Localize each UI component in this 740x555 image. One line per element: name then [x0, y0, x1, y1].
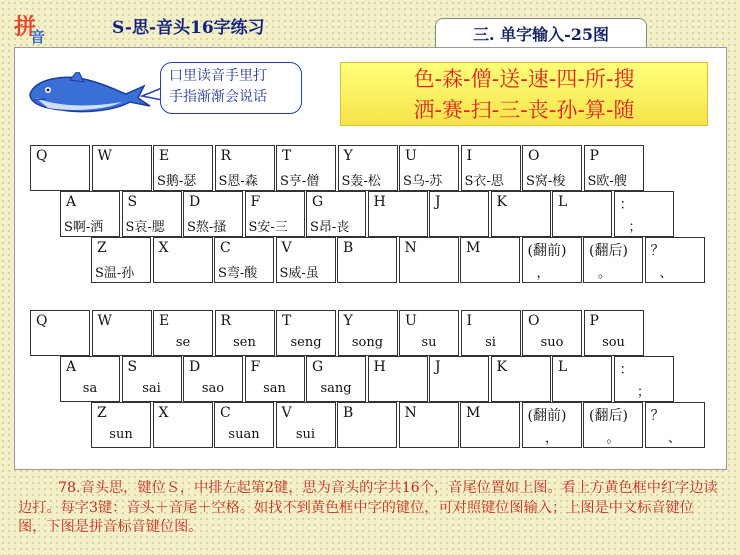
py-key[interactable]: [215, 310, 275, 356]
key-letter: J: [435, 194, 441, 210]
py-key[interactable]: [491, 356, 551, 402]
key-sound-label: suo: [540, 335, 564, 350]
py-key[interactable]: [399, 310, 459, 356]
key-letter: L: [558, 194, 568, 210]
cn-key[interactable]: [491, 191, 551, 237]
key-letter: F: [250, 194, 261, 210]
key-letter: C: [220, 240, 231, 256]
cn-key[interactable]: [614, 191, 674, 237]
key-letter: O: [528, 148, 540, 164]
key-letter: L: [558, 359, 568, 375]
key-sound-label: si: [485, 335, 496, 350]
key-sound-label: 、: [667, 431, 681, 446]
key-letter: E: [159, 313, 170, 329]
py-key[interactable]: [522, 310, 582, 356]
key-sound-label: S安-三: [248, 220, 288, 235]
key-sound-label: S鹅-瑟: [157, 174, 197, 189]
key-letter: G: [312, 194, 324, 210]
py-key[interactable]: [245, 356, 305, 402]
py-key[interactable]: [153, 310, 213, 356]
key-sound-label: S昂-丧: [310, 220, 350, 235]
key-letter: B: [343, 405, 354, 421]
page-title: S-思-音头16字练习: [112, 18, 265, 38]
key-letter: B: [343, 240, 354, 256]
key-sound-label: ，: [544, 431, 558, 446]
py-key[interactable]: [122, 356, 182, 402]
key-sound-label: S弯-酸: [218, 266, 258, 281]
cn-key[interactable]: [584, 145, 644, 191]
key-letter: E: [159, 148, 170, 164]
key-sound-label: sou: [602, 335, 625, 350]
key-sound-label: S熬-搔: [187, 220, 227, 235]
key-letter: ？: [650, 243, 665, 259]
bubble-line-1: 口里读音手里打: [169, 68, 267, 84]
py-key[interactable]: [614, 356, 674, 402]
cn-key[interactable]: [60, 191, 120, 237]
key-letter: (翻后): [589, 243, 628, 259]
key-sound-label: S亨-僧: [280, 174, 320, 189]
key-letter: Q: [36, 313, 48, 329]
key-letter: U: [405, 313, 417, 329]
key-sound-label: sa: [82, 381, 98, 396]
key-sound-label: sun: [109, 427, 133, 442]
key-letter: F: [250, 359, 261, 375]
cn-key[interactable]: [214, 237, 274, 283]
key-letter: Z: [97, 405, 107, 421]
key-sound-label: su: [421, 335, 437, 350]
logo-char-1: 拼: [14, 15, 37, 40]
cn-key[interactable]: [399, 237, 459, 283]
py-key[interactable]: [461, 310, 521, 356]
target-characters-box: [340, 62, 708, 126]
key-letter: Z: [97, 240, 107, 256]
key-sound-label: S乌-苏: [403, 174, 443, 189]
key-letter: T: [282, 148, 292, 164]
cn-key[interactable]: [276, 237, 336, 283]
logo-char-2: 音: [30, 28, 46, 46]
key-sound-label: sao: [201, 381, 225, 396]
section-tab: 三. 单字输入-25图: [435, 18, 647, 49]
cn-key[interactable]: [276, 145, 336, 191]
key-letter: (翻后): [589, 408, 628, 424]
key-sound-label: S轰-松: [341, 174, 381, 189]
key-sound-label: ，: [536, 266, 550, 281]
speech-bubble: [160, 62, 302, 114]
py-key[interactable]: [60, 356, 120, 402]
key-sound-label: suan: [228, 427, 260, 442]
key-letter: V: [281, 240, 292, 256]
key-sound-label: S衣-思: [464, 174, 504, 189]
key-sound-label: 。: [598, 266, 612, 281]
py-key[interactable]: [584, 310, 644, 356]
bubble-line-2: 手指渐渐会说话: [169, 89, 267, 105]
key-sound-label: 。: [606, 431, 620, 446]
key-letter: I: [466, 148, 473, 164]
py-key[interactable]: [92, 310, 152, 356]
cn-key[interactable]: [552, 191, 612, 237]
key-sound-label: seng: [290, 335, 322, 350]
key-letter: U: [405, 148, 417, 164]
key-sound-label: 、: [659, 266, 673, 281]
key-letter: I: [466, 313, 473, 329]
key-letter: K: [496, 359, 507, 375]
key-letter: H: [373, 194, 386, 210]
py-key[interactable]: [460, 402, 520, 448]
py-key[interactable]: [91, 402, 151, 448]
key-letter: W: [97, 313, 112, 329]
cn-key[interactable]: [337, 237, 397, 283]
cn-key[interactable]: [338, 145, 398, 191]
key-letter: D: [189, 359, 201, 375]
cn-key[interactable]: [460, 237, 520, 283]
py-key[interactable]: [522, 402, 582, 448]
cn-key[interactable]: [645, 237, 705, 283]
target-line-2: 洒-赛-扫-三-丧-孙-算-随: [413, 98, 635, 122]
key-letter: S: [127, 359, 138, 375]
key-sound-label: sen: [233, 335, 256, 350]
key-letter: N: [404, 405, 417, 421]
cn-key[interactable]: [461, 145, 521, 191]
py-key[interactable]: [338, 310, 398, 356]
key-letter: ？: [650, 408, 665, 424]
key-sound-label: se: [175, 335, 191, 350]
key-sound-label: ；: [636, 385, 650, 400]
cn-key[interactable]: [245, 191, 305, 237]
target-line-1: 色-森-僧-送-速-四-所-搜: [413, 67, 635, 91]
key-sound-label: S啊-洒: [64, 220, 104, 235]
py-key[interactable]: [214, 402, 274, 448]
key-letter: Y: [343, 313, 353, 329]
key-sound-label: S欧-艘: [587, 174, 627, 189]
cn-key[interactable]: [215, 145, 275, 191]
key-letter: M: [466, 405, 481, 421]
key-letter: J: [435, 359, 441, 375]
cn-key[interactable]: [306, 191, 366, 237]
instruction-body: 78.音头思，键位Ｓ，中排左起第2键，思为音头的字共16个，音尾位置如上图。看上方黄色框中红字边读边打。每字3键：音头＋音尾＋空格。如找不到黄色框中字的键位，可对照键位图输入；上图是中文标音键位图，下图是拼音标音键位图。: [18, 480, 718, 535]
key-letter: T: [282, 313, 292, 329]
key-sound-label: sai: [142, 381, 161, 396]
cn-key[interactable]: [153, 145, 213, 191]
key-letter: Y: [343, 148, 353, 164]
py-key[interactable]: [645, 402, 705, 448]
key-sound-label: song: [351, 335, 384, 350]
cn-key[interactable]: [30, 145, 90, 191]
cn-key[interactable]: [183, 191, 243, 237]
key-sound-label: S威-虽: [279, 266, 319, 281]
key-letter: M: [466, 240, 481, 256]
key-letter: O: [528, 313, 540, 329]
py-key[interactable]: [399, 402, 459, 448]
py-key[interactable]: [276, 402, 336, 448]
py-key[interactable]: [552, 356, 612, 402]
cn-key[interactable]: [368, 191, 428, 237]
whale-icon: [26, 72, 156, 116]
py-key[interactable]: [276, 310, 336, 356]
key-sound-label: S窝-梭: [526, 174, 566, 189]
cn-key[interactable]: [122, 191, 182, 237]
py-key[interactable]: [337, 402, 397, 448]
key-letter: K: [496, 194, 507, 210]
key-sound-label: sang: [320, 381, 352, 396]
py-key[interactable]: [30, 310, 90, 356]
py-key[interactable]: [583, 402, 643, 448]
key-letter: X: [158, 405, 169, 421]
key-letter: A: [66, 194, 77, 210]
cn-key[interactable]: [583, 237, 643, 283]
key-letter: P: [589, 148, 599, 164]
key-letter: H: [373, 359, 386, 375]
cn-key[interactable]: [399, 145, 459, 191]
key-letter: D: [189, 194, 201, 210]
py-key[interactable]: [429, 356, 489, 402]
key-letter: (翻前): [527, 408, 567, 424]
key-letter: N: [404, 240, 417, 256]
py-key[interactable]: [153, 402, 213, 448]
instruction-text: [18, 479, 720, 538]
key-letter: S: [127, 194, 138, 210]
py-key[interactable]: [183, 356, 243, 402]
key-sound-label: S哀-腮: [125, 220, 165, 235]
key-letter: A: [66, 359, 77, 375]
key-letter: X: [158, 240, 169, 256]
key-letter: (翻前): [527, 243, 567, 259]
cn-key[interactable]: [429, 191, 489, 237]
py-key[interactable]: [368, 356, 428, 402]
key-letter: P: [589, 313, 599, 329]
key-letter: V: [281, 405, 292, 421]
cn-key[interactable]: [522, 237, 582, 283]
key-sound-label: S恩-森: [218, 174, 258, 189]
cn-key[interactable]: [522, 145, 582, 191]
key-sound-label: S温-孙: [95, 266, 135, 281]
app-logo: [12, 10, 50, 44]
key-letter: W: [97, 148, 112, 164]
key-letter: G: [312, 359, 324, 375]
key-sound-label: ；: [628, 220, 642, 235]
key-sound-label: sui: [295, 427, 316, 442]
cn-key[interactable]: [153, 237, 213, 283]
cn-key[interactable]: [91, 237, 151, 283]
key-letter: Q: [36, 148, 48, 164]
key-letter: C: [220, 405, 231, 421]
key-letter: ：: [619, 197, 634, 213]
key-letter: R: [220, 313, 232, 329]
key-sound-label: san: [263, 381, 286, 396]
cn-key[interactable]: [92, 145, 152, 191]
key-letter: ：: [619, 362, 634, 378]
key-letter: R: [220, 148, 232, 164]
py-key[interactable]: [306, 356, 366, 402]
